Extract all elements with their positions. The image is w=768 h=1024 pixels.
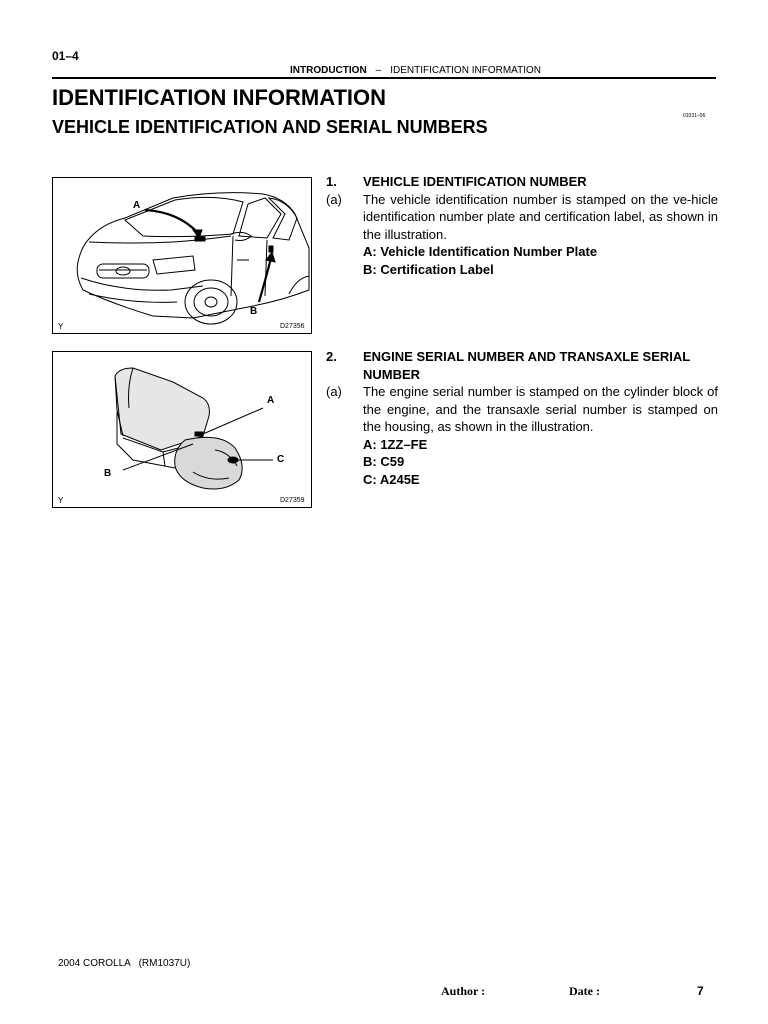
page-title: IDENTIFICATION INFORMATION	[52, 85, 387, 110]
legend-line-a: A: 1ZZ–FE	[363, 436, 428, 452]
figure-id: D27359	[280, 497, 305, 504]
legend-line-b: B: Certification Label	[363, 261, 494, 277]
section-number: 1.	[326, 174, 337, 189]
section-heading: ENGINE SERIAL NUMBER AND TRANSAXLE SERIAL NUMBER	[363, 349, 690, 382]
footer-date-label: Date :	[569, 984, 600, 998]
legend-line-c: C: A245E	[363, 471, 420, 487]
callout-b: B	[250, 306, 258, 317]
page-code: 01–4	[52, 49, 79, 63]
figure-corner-mark: Y	[58, 322, 64, 331]
page-subtitle: VEHICLE IDENTIFICATION AND SERIAL NUMBERS	[52, 117, 488, 137]
callout-a: A	[267, 395, 275, 406]
item-body	[363, 383, 718, 488]
header-section: INTRODUCTION	[290, 65, 367, 76]
page-number: 7	[697, 984, 704, 998]
item-label: (a)	[326, 191, 342, 207]
item-body	[363, 191, 718, 279]
item-row	[326, 191, 718, 279]
item-text: The engine serial number is stamped on the cylinder block of the engine, and the transaxle serial number is stamped on the housing, as shown in the illustration.	[363, 384, 718, 434]
section-heading: VEHICLE IDENTIFICATION NUMBER	[363, 174, 587, 189]
header-subsection: IDENTIFICATION INFORMATION	[390, 65, 541, 76]
callout-c: C	[277, 454, 285, 465]
figure-corner-mark: Y	[58, 496, 64, 505]
figure-id: D27356	[280, 323, 305, 330]
header-rule	[52, 77, 716, 79]
footer-author-label: Author :	[441, 984, 486, 998]
callout-b: B	[104, 468, 112, 479]
section-vehicle-identification	[326, 173, 718, 278]
running-header	[290, 65, 541, 76]
section-heading-row	[326, 173, 718, 191]
engine-illustration	[52, 351, 312, 508]
car-drawing	[53, 178, 311, 333]
document-code: 01031–06	[683, 113, 706, 119]
item-label: (a)	[326, 384, 342, 399]
section-number: 2.	[326, 349, 337, 364]
callout-a: A	[133, 200, 141, 211]
footer-model: 2004 COROLLA (RM1037U)	[58, 958, 191, 969]
section-engine-serial	[326, 348, 718, 488]
engine-drawing	[53, 352, 311, 507]
header-separator: –	[375, 65, 382, 76]
item-text: The vehicle identification number is stamped on the ve-hicle identification number plate and certification label, as shown in the illustration.	[363, 191, 718, 242]
section-heading-row	[326, 348, 718, 383]
item-row	[326, 383, 718, 488]
vehicle-illustration	[52, 177, 312, 334]
legend-line-b: B: C59	[363, 454, 405, 469]
legend-line-a: A: Vehicle Identification Number Plate	[363, 244, 598, 259]
